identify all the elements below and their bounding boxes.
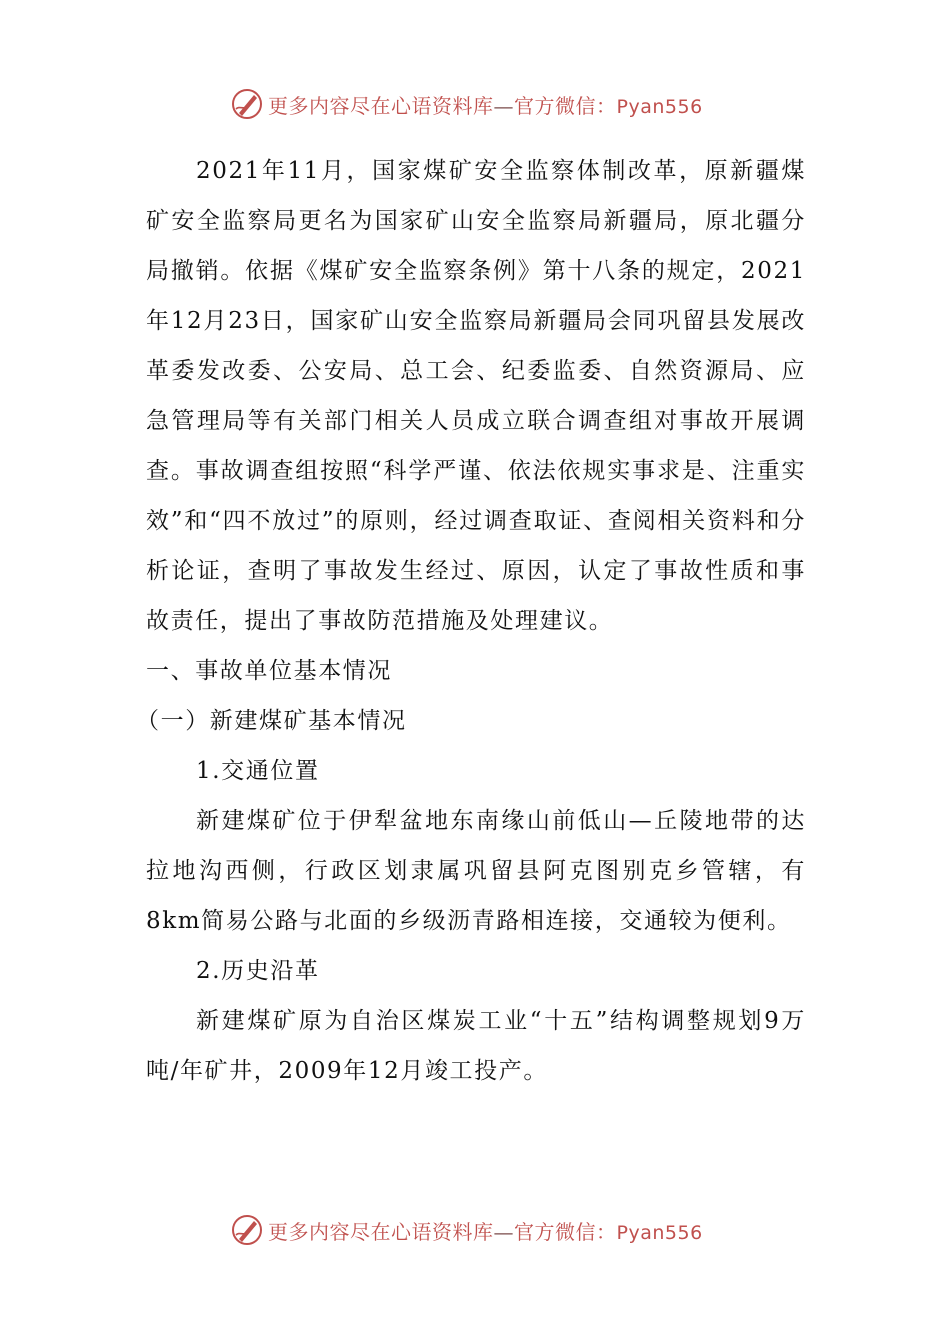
pen-logo-icon — [230, 1213, 264, 1247]
subsection-heading: （一）新建煤矿基本情况 — [136, 708, 407, 734]
watermark-text — [268, 90, 703, 119]
watermark-footer — [230, 1212, 750, 1248]
watermark-header — [230, 86, 750, 122]
section-heading: 一、事故单位基本情况 — [146, 658, 392, 684]
traffic-paragraph: 新建煤矿位于伊犁盆地东南缘山前低山—丘陵地带的达拉地沟西侧，行政区划隶属巩留县阿克图别克乡管辖，有8km简易公路与北面的乡级沥青路相连接，交通较为便利。 — [146, 808, 806, 934]
watermark-separator: — — [493, 93, 514, 118]
watermark-title: 更多内容尽在心语资料库 — [268, 1219, 494, 1244]
watermark-suffix: 官方微信： — [514, 93, 617, 118]
watermark-id: Pyan556 — [616, 1221, 703, 1244]
history-paragraph: 新建煤矿原为自治区煤炭工业“十五”结构调整规划9万吨/年矿井，2009年12月竣工投产。 — [146, 1008, 806, 1084]
item-heading-history: 2.历史沿革 — [196, 958, 320, 984]
item-heading-traffic: 1.交通位置 — [196, 758, 320, 784]
watermark-id: Pyan556 — [616, 95, 703, 118]
watermark-title: 更多内容尽在心语资料库 — [268, 93, 494, 118]
watermark-text — [268, 1216, 703, 1245]
intro-paragraph: 2021年11月，国家煤矿安全监察体制改革，原新疆煤矿安全监察局更名为国家矿山安全监察局新疆局，原北疆分局撤销。依据《煤矿安全监察条例》第十八条的规定，2021年12月23日，国家矿山安全监察局新疆局会同巩留县发展改革委发改委、公安局、总工会、纪委监委、自然资源局、应急管理局等有关部门相关人员成立联合调查组对事故开展调查。事故调查组按照“科学严谨、依法依规实事求是、注重实效”和“四不放过”的原则，经过调查取证、查阅相关资料和分析论证，查明了事故发生经过、原因，认定了事故性质和事故责任，提出了事故防范措施及处理建议。 — [146, 158, 806, 634]
watermark-suffix: 官方微信： — [514, 1219, 617, 1244]
watermark-separator: — — [493, 1219, 514, 1244]
document-body — [136, 146, 806, 1096]
pen-logo-icon — [230, 87, 264, 121]
